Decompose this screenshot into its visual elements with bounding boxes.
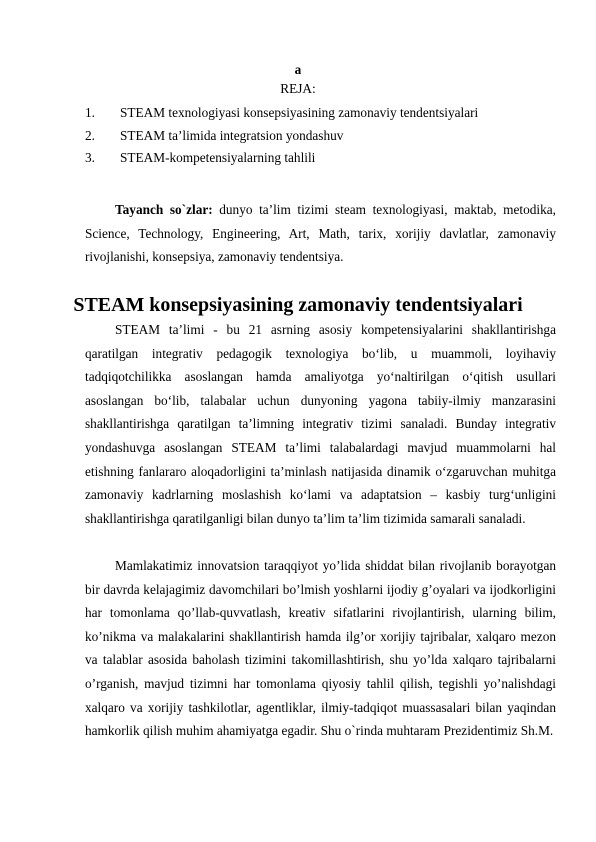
plan-list (85, 105, 555, 173)
keywords-text: dunyo ta’lim tizimi steam texnologiyasi, maktab, metodika, Science, Technology, Engineering, Art, Math, tarix, xorijiy davlatlar, zamonaviy rivojlanishi, konsepsiya, zamonaviy tendentsiya. (85, 202, 556, 265)
plan-item (85, 150, 555, 173)
plan-item-text: STEAM texnologiyasi konsepsiyasining zamonaviy tendentsiyalari (120, 105, 479, 120)
plan-title: REJA: (280, 81, 316, 96)
plan-item-number: 2. (85, 127, 95, 143)
plan-item (85, 105, 555, 128)
section-heading: STEAM konsepsiyasining zamonaviy tendentsiyalari (73, 294, 523, 316)
keywords-paragraph (85, 198, 556, 269)
plan-item (85, 128, 555, 151)
plan-item-number: 1. (85, 105, 95, 120)
plan-item-text: STEAM-kompetensiyalarning tahlili (120, 150, 316, 165)
body-paragraph: STEAM ta’limi - bu 21 asrning asosiy kompetensiyalarini shakllantirishga qaratilgan integrativ pedagogik texnologiya bo‘lib, u muammoli, loyihaviy tadqiqotchilikka asoslangan hamda amaliyotga yo‘naltirilgan o‘qitish usullari asoslangan bo‘lib, talabalar uchun dunyoning yagona tabiiy-ilmiy manzarasini shakllantirishga qaratilgan ta’limning integrativ tizimi sanaladi. Bunday integrativ yondashuvga asoslangan STEAM ta’limi talabalardagi mavjud muammolarni hal etishning fanlararo aloqadorligini ta’minlash natijasida dinamik o‘zgaruvchan muhitga zamonaviy kadrlarning moslashish ko‘lami va adaptatsion – kasbiy turg‘unligini shakllantirishga qaratilganligi bilan dunyo ta’lim ta’lim tizimida samarali sanaladi. (85, 322, 556, 526)
top-mark: a (294, 62, 302, 77)
keywords-label: Tayanch so`zlar: (115, 202, 213, 217)
plan-item-number: 3. (85, 150, 95, 165)
body-paragraph: Mamlakatimiz innovatsion taraqqiyot yo’lida shiddat bilan rivojlanib borayotgan bir davrda kelajagimiz davomchilari bo’lmish yoshlarni ijodiy g’oyalari va ijodkorligini har tomonlama qo’llab-quvvatlash, kreativ sifatlarini rivojlantirish, ularning bilim, ko’nikma va malakalarini shakllantirish hamda ilg’or xorijiy tajribalar, xalqaro mezon va talablar asosida baholash tizimini takomillashtirish, shu yo’lda xalqaro tajribalarni o’rganish, mavjud tizimni har tomonlama qiyosiy tahlil qilish, tegishli yo’nalishdagi xalqaro va xorijiy tashkilotlar, agentliklar, ilmiy-tadqiqot muassasalari bilan yaqindan hamkorlik qilish muhim ahamiyatga egadir. Shu o`rinda muhtaram Prezidentimiz Sh.M. (85, 558, 556, 739)
plan-item-text: STEAM ta’limida integratsion yondashuv (120, 127, 344, 143)
